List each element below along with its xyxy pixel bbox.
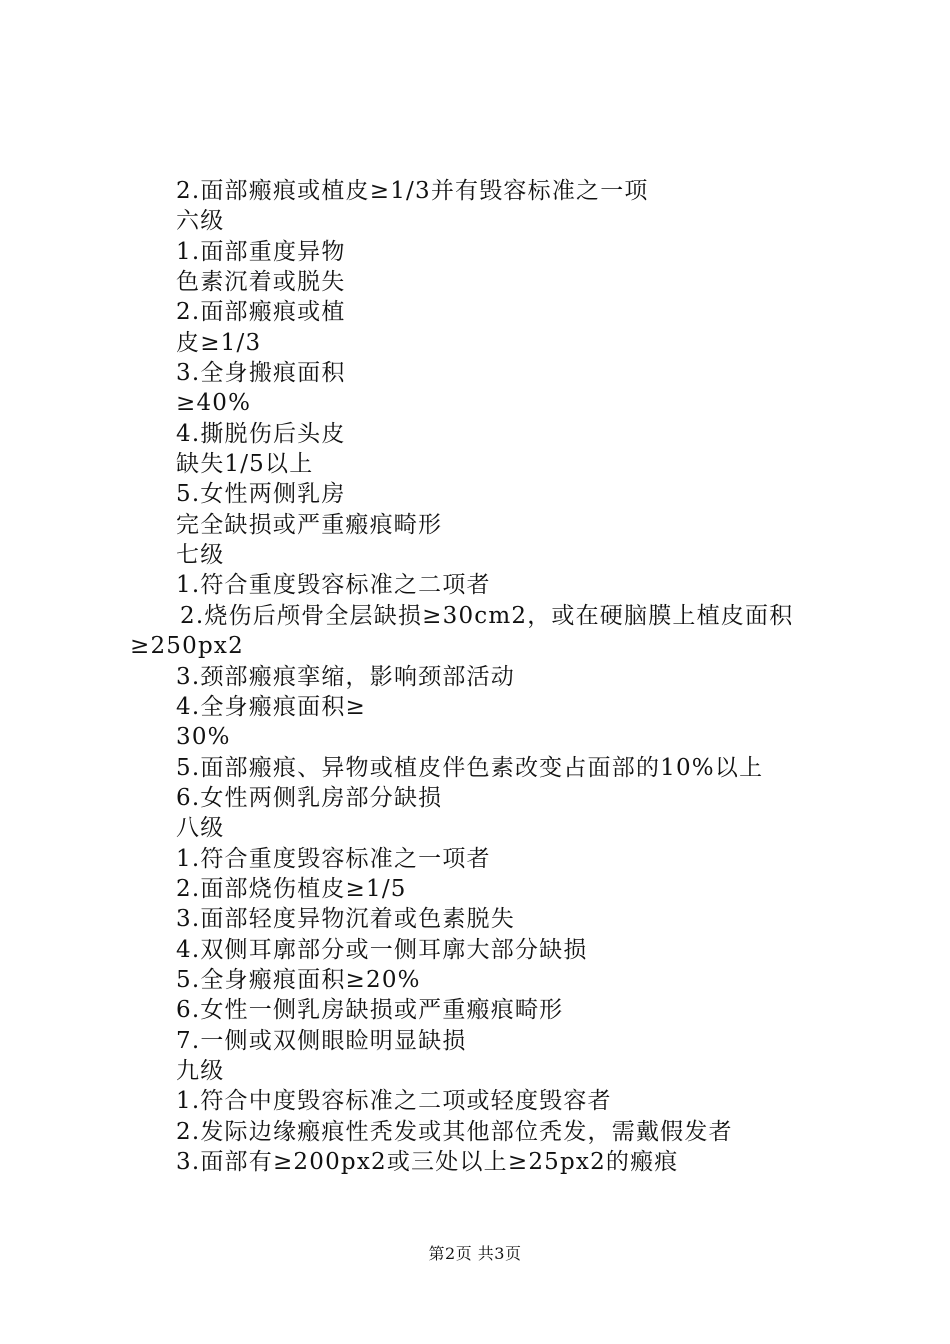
section-heading-level-7: 七级	[176, 542, 225, 569]
section-heading-level-6: 六级	[176, 208, 225, 235]
text-line: 2.发际边缘瘢痕性秃发或其他部位秃发，需戴假发者	[176, 1118, 733, 1145]
text-line: 30%	[176, 724, 231, 751]
text-line: 7.一侧或双侧眼睑明显缺损	[176, 1027, 467, 1054]
text-line: 1.符合中度毁容标准之二项或轻度毁容者	[176, 1088, 612, 1115]
text-line: 1.面部重度异物	[176, 238, 346, 265]
text-line: 4.双侧耳廓部分或一侧耳廓大部分缺损	[176, 936, 588, 963]
page-footer	[0, 1244, 950, 1264]
section-heading-level-8: 八级	[176, 815, 225, 842]
text-line: 5.女性两侧乳房	[176, 481, 346, 508]
text-line: 2.面部烧伤植皮≥1/5	[176, 875, 407, 902]
text-line: 3.全身搬痕面积	[176, 360, 346, 387]
text-line: 完全缺损或严重瘢痕畸形	[176, 511, 443, 538]
document-body	[0, 176, 950, 1177]
text-line: 3.颈部瘢痕挛缩，影响颈部活动	[176, 663, 515, 690]
page-number-label: 第2页 共3页	[428, 1244, 522, 1263]
text-line: 5.面部瘢痕、异物或植皮伴色素改变占面部的10%以上	[176, 754, 764, 781]
text-line: 4.撕脱伤后头皮	[176, 420, 346, 447]
text-line: 缺失1/5以上	[176, 451, 314, 478]
text-line: 4.全身瘢痕面积≥	[176, 693, 367, 720]
section-heading-level-9: 九级	[176, 1057, 225, 1084]
text-line: 1.符合重度毁容标准之一项者	[176, 845, 491, 872]
text-line: 3.面部有≥200px2或三处以上≥25px2的瘢痕	[176, 1149, 679, 1175]
text-line: 2.面部瘢痕或植皮≥1/3并有毁容标准之一项	[176, 178, 649, 204]
text-line: 2.面部瘢痕或植	[176, 299, 346, 326]
text-line: 2.烧伤后颅骨全层缺损≥30cm2，或在硬脑膜上植皮面积	[180, 602, 794, 629]
text-line: 6.女性两侧乳房部分缺损	[176, 784, 443, 811]
text-line: 5.全身瘢痕面积≥20%	[176, 966, 421, 993]
text-line-continuation: ≥250px2	[130, 633, 244, 660]
text-line: 色素沉着或脱失	[176, 269, 346, 296]
text-line: 皮≥1/3	[176, 329, 262, 356]
text-line: 6.女性一侧乳房缺损或严重瘢痕畸形	[176, 997, 564, 1024]
text-line: 3.面部轻度异物沉着或色素脱失	[176, 906, 515, 933]
text-line: ≥40%	[176, 390, 252, 417]
text-line: 1.符合重度毁容标准之二项者	[176, 572, 491, 599]
